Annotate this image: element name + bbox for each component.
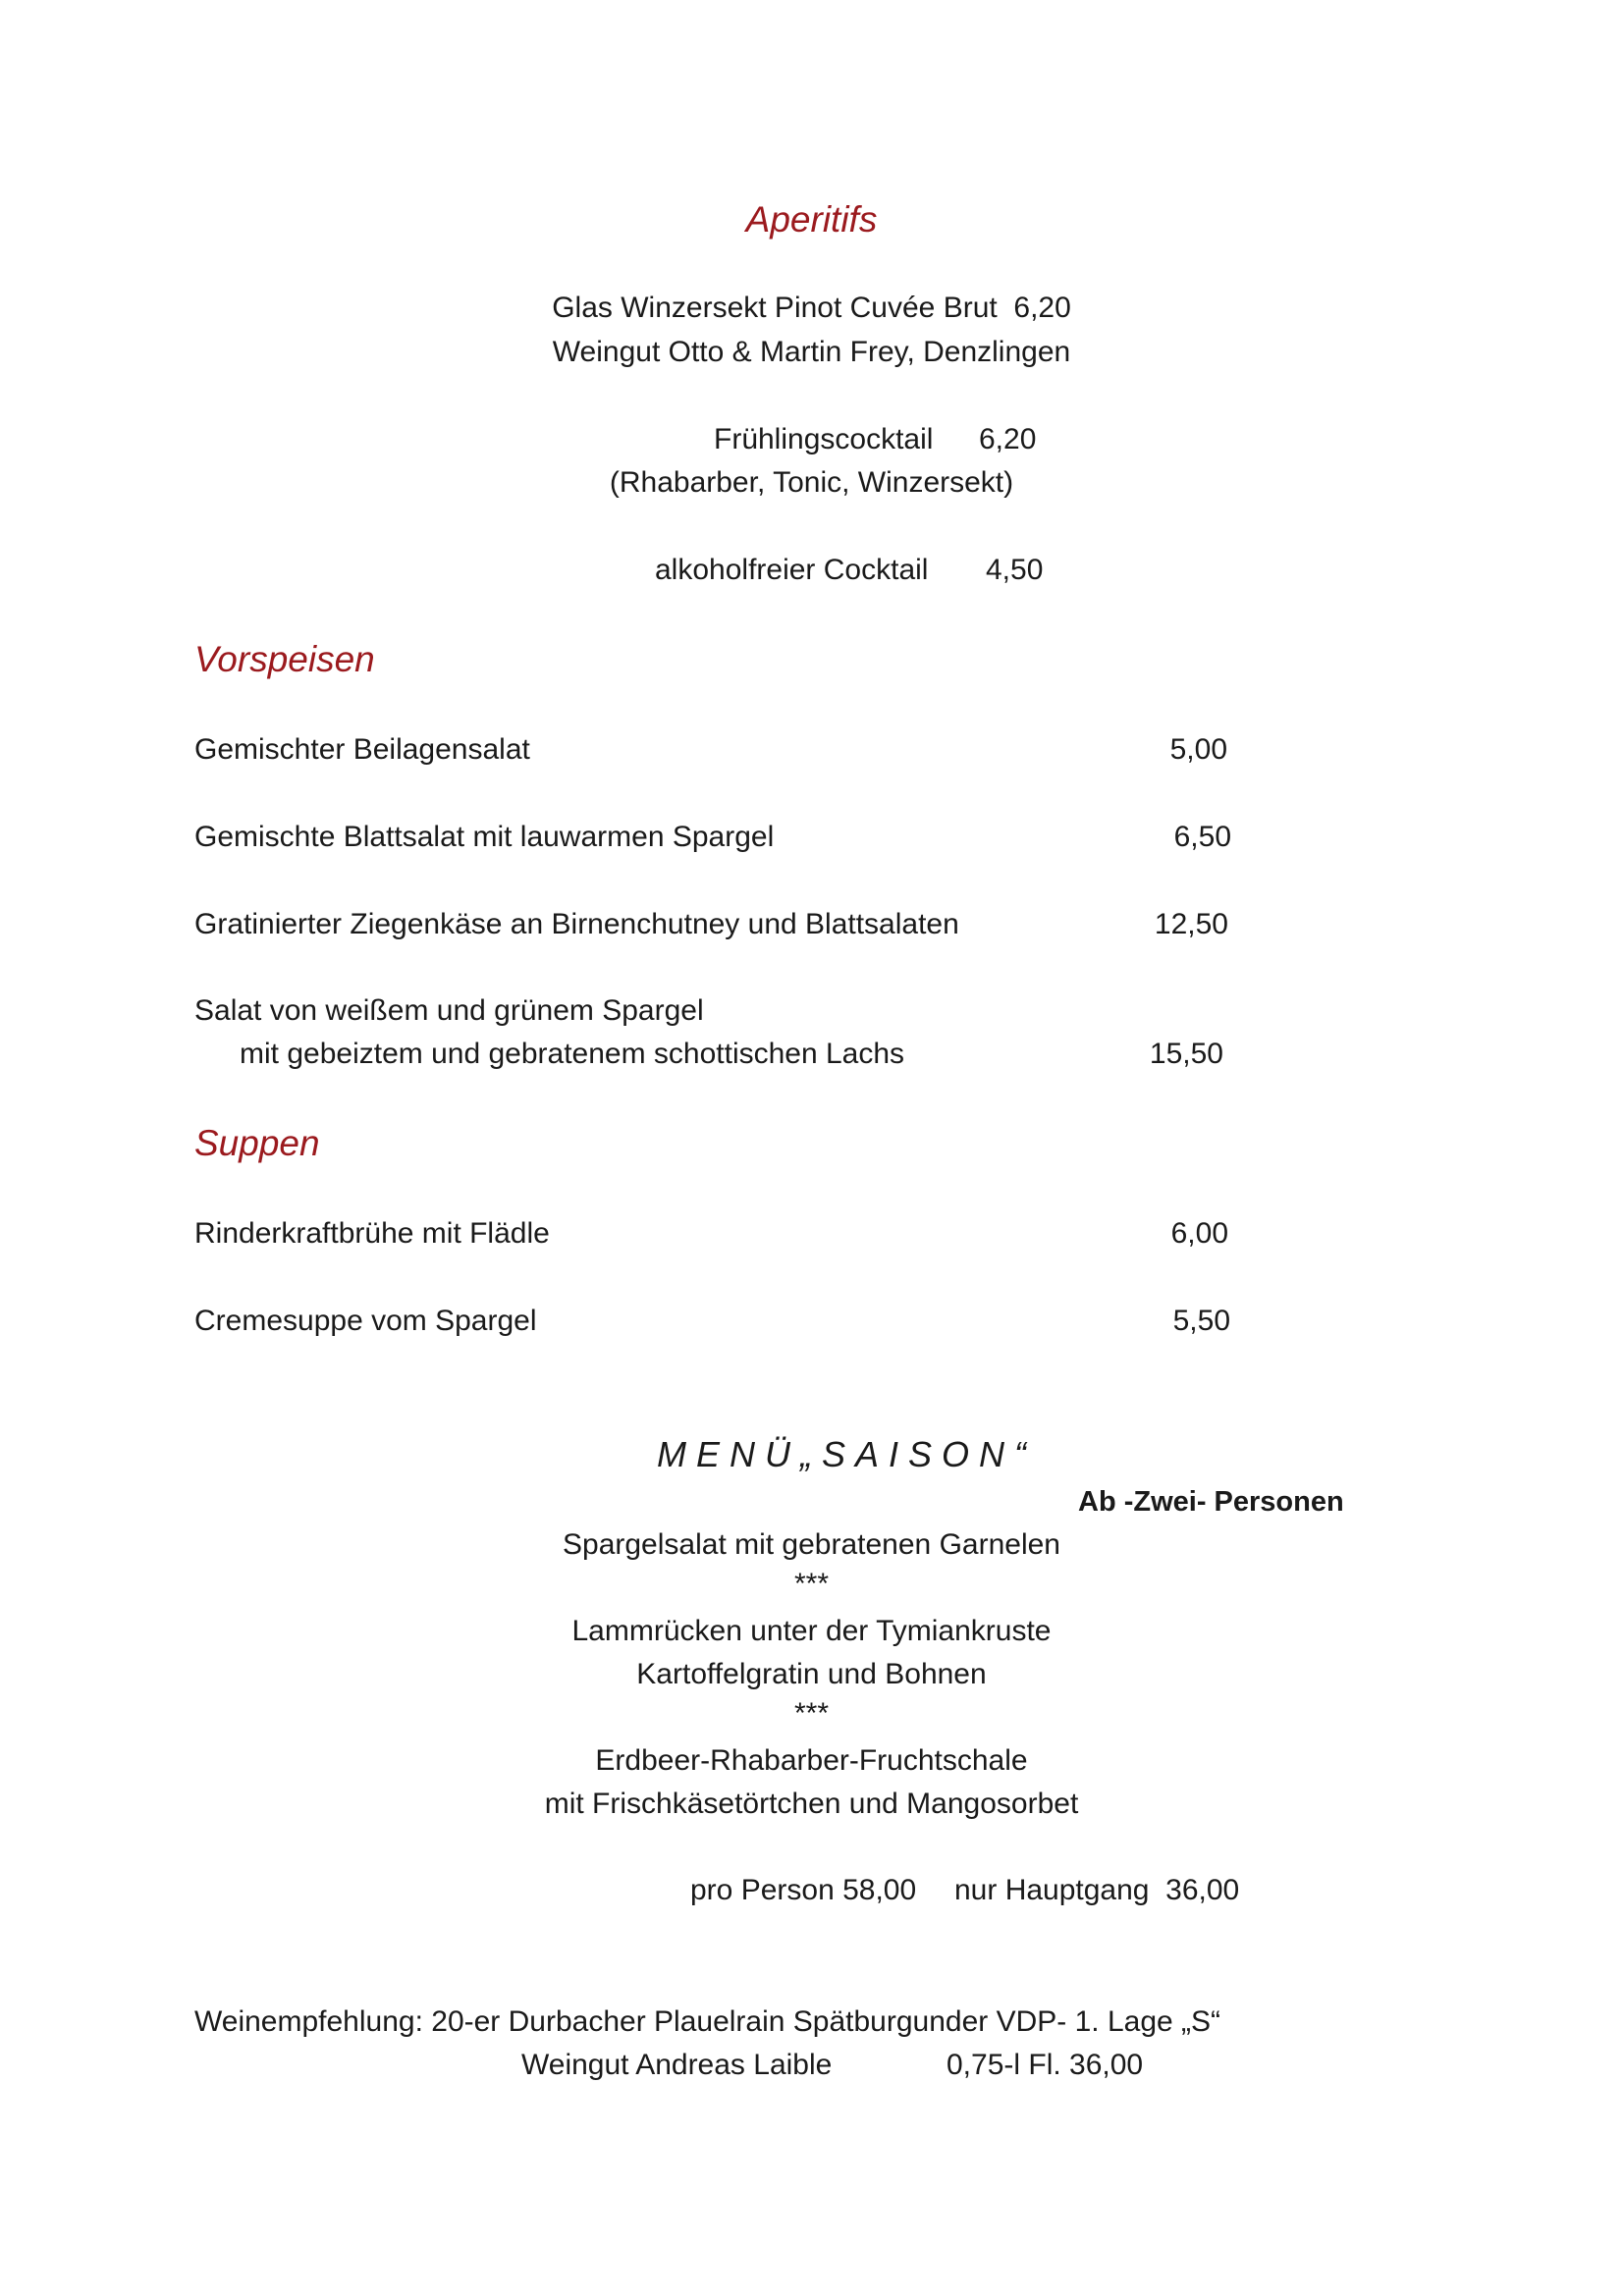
cocktail-name: Frühlingscocktail	[714, 423, 934, 455]
menu-line: mit Frischkäsetörtchen und Mangosorbet	[544, 1788, 1079, 1820]
vorspeise-item-name: Gemischter Beilagensalat	[194, 733, 530, 766]
vorspeise-item-name: Salat von weißem und grünem Spargel	[194, 994, 704, 1027]
suppe-item-price: 6,00	[1170, 1217, 1228, 1250]
suppen-heading: Suppen	[194, 1123, 320, 1163]
vorspeise-item-name: Gemischte Blattsalat mit lauwarmen Spargel	[194, 821, 775, 853]
suppe-item-price: 5,50	[1172, 1305, 1230, 1337]
menu-separator: ***	[793, 1697, 830, 1730]
vorspeise-item-price: 12,50	[1154, 908, 1228, 940]
menu-line: Lammrücken unter der Tymiankruste	[571, 1615, 1052, 1647]
suppe-item-name: Rinderkraftbrühe mit Flädle	[194, 1217, 550, 1250]
wine-producer: Weingut Andreas Laible	[521, 2049, 833, 2081]
vorspeise-item-price: 6,50	[1173, 821, 1231, 853]
menu-price-main: nur Hauptgang 36,00	[954, 1874, 1240, 1906]
vorspeise-item-name: Gratinierter Ziegenkäse an Birnenchutney und Blattsalaten	[194, 908, 959, 940]
cocktail-desc: (Rhabarber, Tonic, Winzersekt)	[609, 466, 1014, 499]
wine-price: 0,75-l Fl. 36,00	[947, 2049, 1144, 2081]
menu-title: MENÜ„SAISON“	[657, 1434, 1037, 1474]
sekt-line: Glas Winzersekt Pinot Cuvée Brut 6,20	[552, 292, 1071, 324]
vorspeise-item-subline: mit gebeiztem und gebratenem schottischen Lachs	[240, 1038, 905, 1070]
nonalc-price: 4,50	[986, 554, 1044, 586]
cocktail-price: 6,20	[979, 423, 1037, 455]
aperitifs-heading: Aperitifs	[745, 199, 878, 240]
menu-separator: ***	[793, 1568, 830, 1600]
menu-line: Spargelsalat mit gebratenen Garnelen	[563, 1528, 1060, 1561]
menu-price-person: pro Person 58,00	[690, 1874, 917, 1906]
vorspeise-item-price: 15,50	[1149, 1038, 1223, 1070]
vorspeise-item-price: 5,00	[1169, 733, 1227, 766]
wine-recommendation: Weinempfehlung: 20-er Durbacher Plauelrain Spätburgunder VDP- 1. Lage „S“	[194, 2005, 1221, 2038]
vorspeisen-heading: Vorspeisen	[194, 639, 375, 679]
suppe-item-name: Cremesuppe vom Spargel	[194, 1305, 537, 1337]
menu-line: Kartoffelgratin und Bohnen	[636, 1658, 987, 1690]
menu-subtitle: Ab -Zwei- Personen	[1078, 1486, 1344, 1518]
menu-line: Erdbeer-Rhabarber-Fruchtschale	[595, 1744, 1028, 1777]
sekt-producer: Weingut Otto & Martin Frey, Denzlingen	[552, 336, 1071, 368]
nonalc-name: alkoholfreier Cocktail	[655, 554, 929, 586]
